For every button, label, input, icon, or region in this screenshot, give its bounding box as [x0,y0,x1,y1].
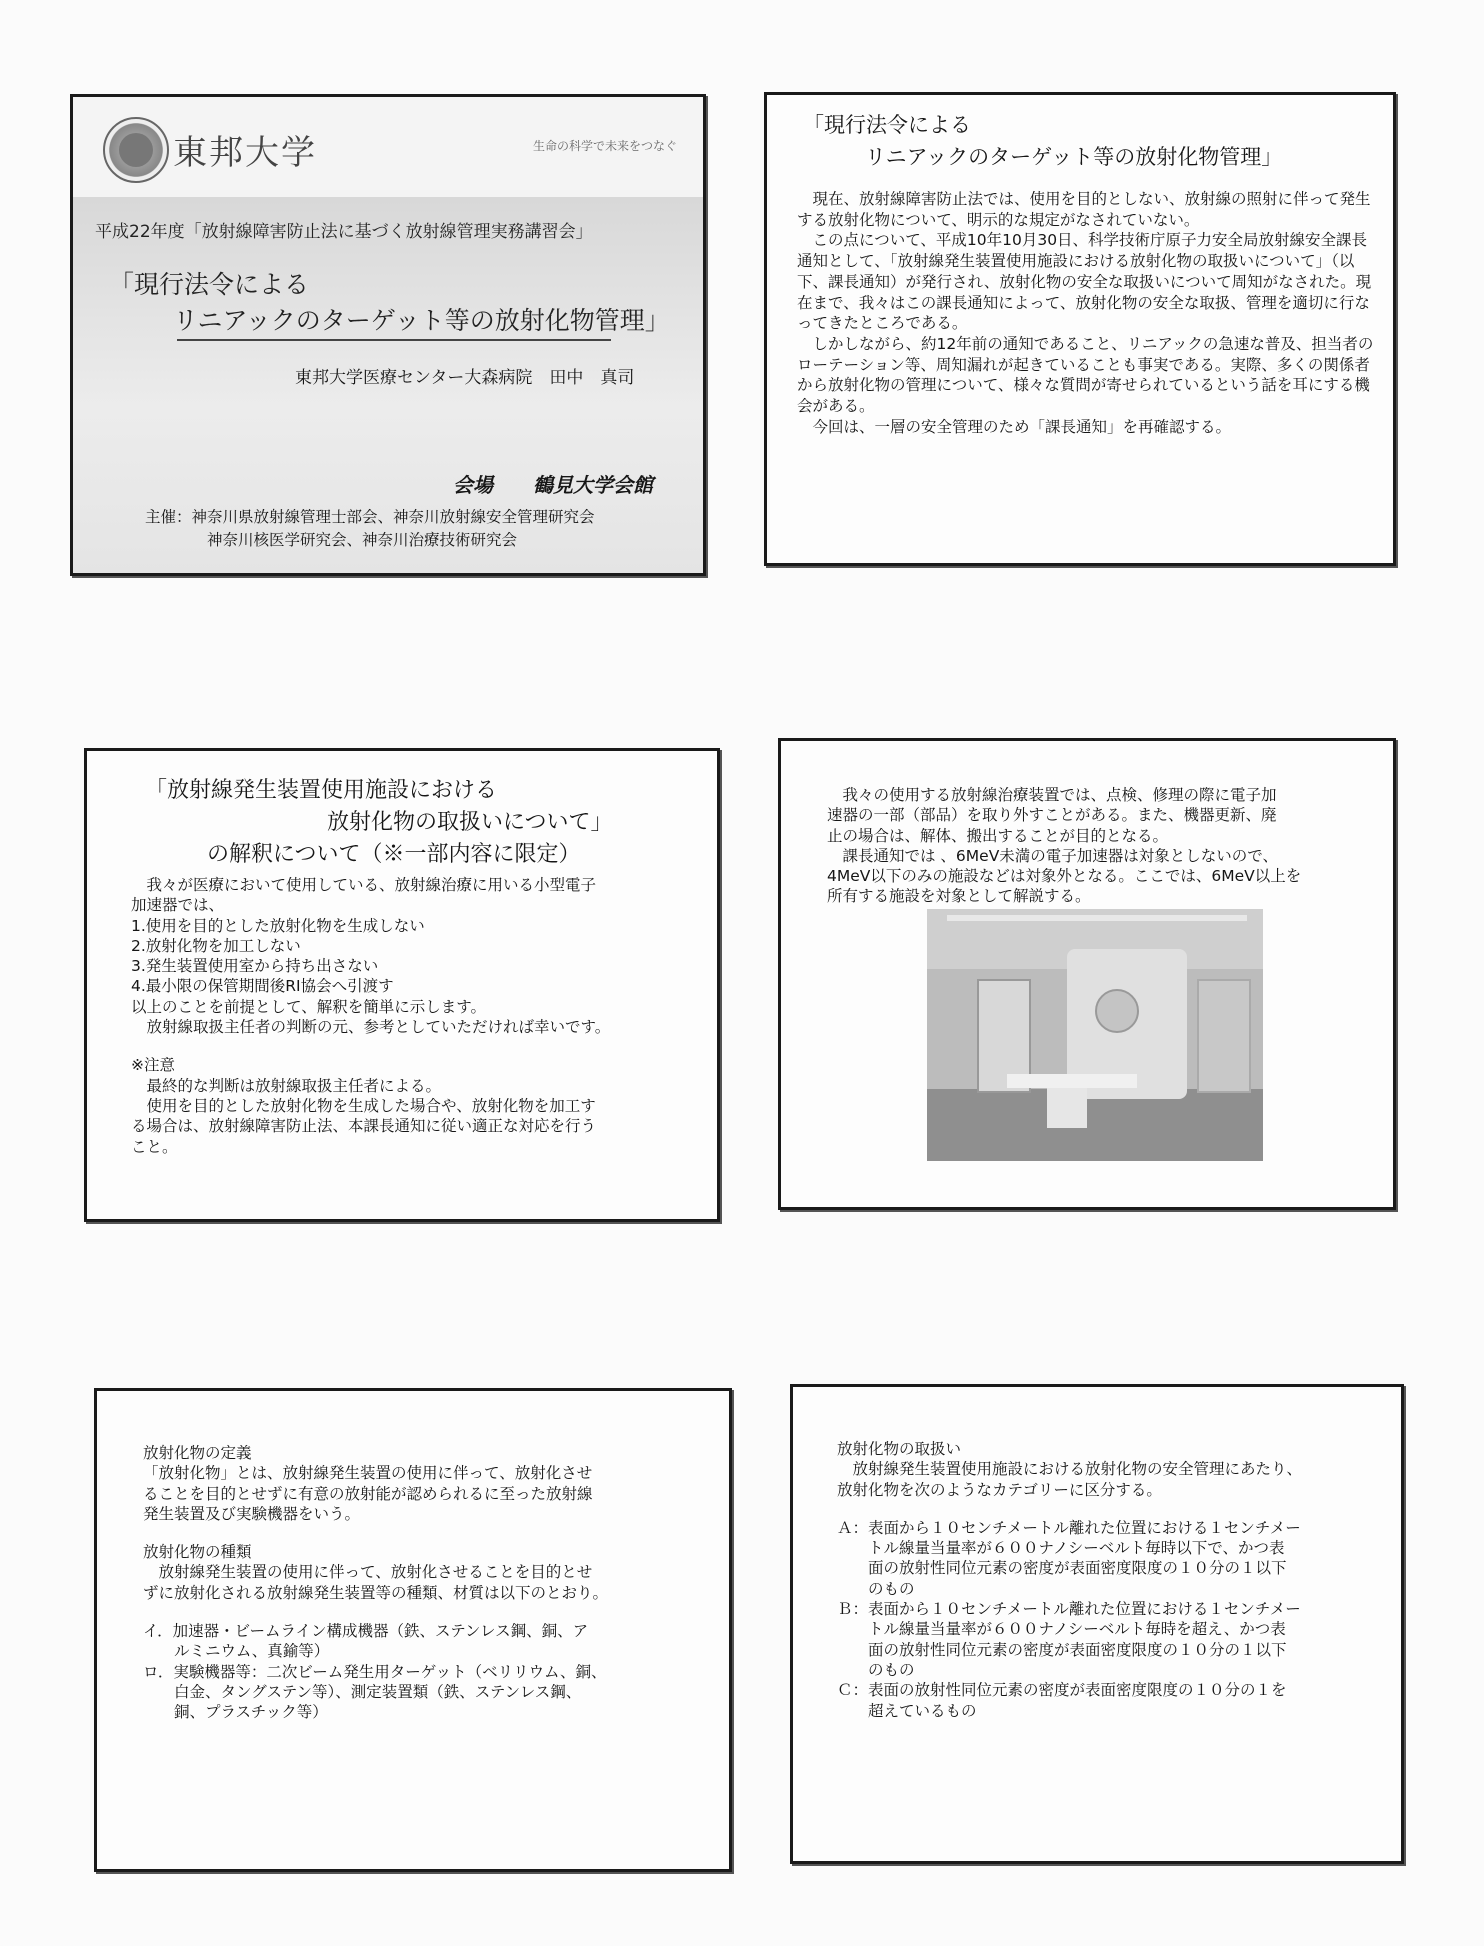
slide-title-line1: 「放射線発生装置使用施設における [145,778,498,803]
organizers-line2: 神奈川核医学研究会、神奈川治療技術研究会 [207,531,518,549]
author: 東邦大学医療センター大森病院 田中 真司 [295,368,635,388]
list-item: 銅、プラスチック等） [143,1703,328,1722]
organizers-line1: 主催：神奈川県放射線管理士部会、神奈川放射線安全管理研究会 [145,508,595,526]
category-b: 面の放射性同位元素の密度が表面密度限度の１０分の１以下 [837,1640,1287,1659]
seminar-subtitle: 平成22年度「放射線障害防止法に基づく放射線管理実務講習会」 [95,222,593,242]
equipment-slide [778,738,1396,1210]
list-item: 白金、タングステン等）、測定装置類（鉄、ステンレス鋼、 [143,1682,582,1701]
venue: 会場 鶴見大学会館 [453,473,653,497]
note-label: ※注意 [131,1056,175,1075]
text-line: 課長通知では 、6MeV未満の電子加速器は対象としないので、 [827,846,1278,865]
category-b: Ｂ：表面から１０センチメートル離れた位置における１センチメー [837,1600,1301,1619]
text-line: 我々が医療において使用している、放射線治療に用いる小型電子 [131,876,597,894]
text-line: 最終的な判断は放射線取扱主任者による。 [131,1076,442,1095]
section-heading: 放射化物の種類 [143,1543,252,1562]
section-heading: 放射化物の定義 [143,1444,252,1462]
slide-body [827,785,1383,907]
definition-slide [94,1388,732,1872]
text-line: 放射線発生装置使用施設における放射化物の安全管理にあたり、 [837,1460,1303,1479]
text-line: 放射線取扱主任者の判断の元、参考としていただければ幸いです。 [131,1018,611,1037]
paragraph: この点について、平成10年10月30日、科学技術庁原子力安全局放射線安全課長通知として、「放射線発生装置使用施設における放射化物の取扱いについて」（以下、課長通知）が発行され、放射化物の安全な取扱いについて周知がなされた。現在まで、我々はこの課長通知によって、放射化物の安全な取扱、管理を適切に行なってきたところである。 [797,231,1372,333]
intro-slide [764,92,1396,566]
paragraph: 現在、放射線障害防止法では、使用を目的としない、放射線の照射に伴って発生する放射化物について、明示的な規定がなされていない。 [797,190,1371,229]
presentation-title-line2: リニアックのターゲット等の放射化物管理」 [173,306,670,335]
slide-title-line3: の解釈について（※一部内容に限定） [207,842,581,867]
list-item: イ．加速器・ビームライン構成機器（鉄、ステンレス鋼、銅、ア [143,1622,589,1641]
presentation-title-line1: 「現行法令による [109,270,310,299]
category-a: のもの [837,1579,915,1598]
title-slide [70,94,706,576]
category-b: のもの [837,1660,915,1679]
text-line: 4MeV以下のみの施設などは対象外となる。ここでは、6MeV以上を [827,867,1302,886]
interpretation-slide [84,748,720,1222]
text-line: 放射線発生装置の使用に伴って、放射化させることを目的とせ [143,1563,593,1582]
list-item: 4.最小限の保管期間後RI協会へ引渡す [131,977,394,996]
university-seal-logo [103,117,169,183]
text-line: こと。 [131,1137,178,1156]
text-line: 以上のことを前提として、解釈を簡単に示します。 [131,997,486,1016]
category-a: Ａ：表面から１０センチメートル離れた位置における１センチメー [837,1518,1301,1537]
slide-body [131,875,701,1157]
handling-slide [790,1384,1404,1864]
category-a: トル線量当量率が６００ナノシーベルト毎時以下で、かつ表 [837,1539,1285,1558]
text-line: 止の場合は、解体、搬出することが目的となる。 [827,826,1169,845]
text-line: 加速器では、 [131,896,225,915]
list-item: 3.発生装置使用室から持ち出さない [131,957,379,976]
text-line: 我々の使用する放射線治療装置では、点検、修理の際に電子加 [827,786,1277,804]
list-item: ルミニウム、真鍮等） [143,1642,330,1661]
text-line: ることを目的とせずに有意の放射能が認められるに至った放射線 [143,1484,593,1503]
text-line: 使用を目的とした放射化物を生成した場合や、放射化物を加工す [131,1096,596,1115]
tagline: 生命の科学で未来をつなぐ [533,139,678,153]
text-line: る場合は、放射線障害防止法、本課長通知に従い適正な対応を行う [131,1117,597,1136]
text-line: 発生装置及び実験機器をいう。 [143,1504,361,1523]
university-logo-text: 東邦大学 [173,133,317,173]
text-line: ずに放射化される放射線発生装置等の種類、材質は以下のとおり。 [143,1583,609,1602]
paragraph: しかしながら、約12年前の通知であること、リニアックの急速な普及、担当者のローテーション等、周知漏れが起きていることも事実である。実際、多くの関係者から放射化物の管理について、様々な質問が寄せられているという話を耳にする機会がある。 [797,334,1374,416]
slide-body [797,189,1377,437]
list-item: 2.放射化物を加工しない [131,936,301,955]
text-line: 所有する施設を対象として解説する。 [827,887,1091,906]
linac-treatment-room-photo [927,909,1263,1161]
slide-body [837,1439,1397,1721]
paragraph: 今回は、一層の安全管理のため「課長通知」を再確認する。 [797,417,1232,436]
category-a: 面の放射性同位元素の密度が表面密度限度の１０分の１以下 [837,1559,1287,1578]
list-item: 1.使用を目的とした放射化物を生成しない [131,916,425,935]
title-underline [177,339,611,341]
slide-title-line1: 「現行法令による [803,113,971,137]
slide-title-line2: リニアックのターゲット等の放射化物管理」 [865,145,1283,169]
list-item: ロ．実験機器等：二次ビーム発生用ターゲット（ベリリウム、銅、 [143,1662,607,1681]
text-line: 「放射化物」とは、放射線発生装置の使用に伴って、放射化させ [143,1464,593,1483]
category-c: 超えているもの [837,1701,977,1720]
category-c: Ｃ：表面の放射性同位元素の密度が表面密度限度の１０分の１を [837,1681,1287,1700]
text-line: 放射化物を次のようなカテゴリーに区分する。 [837,1480,1162,1499]
category-b: トル線量当量率が６００ナノシーベルト毎時を超え、かつ表 [837,1620,1286,1639]
slide-title-line2: 放射化物の取扱いについて」 [327,810,613,835]
text-line: 速器の一部（部品）を取り外すことがある。また、機器更新、廃 [827,806,1277,825]
slide-body [143,1443,703,1723]
section-heading: 放射化物の取扱い [837,1440,962,1458]
